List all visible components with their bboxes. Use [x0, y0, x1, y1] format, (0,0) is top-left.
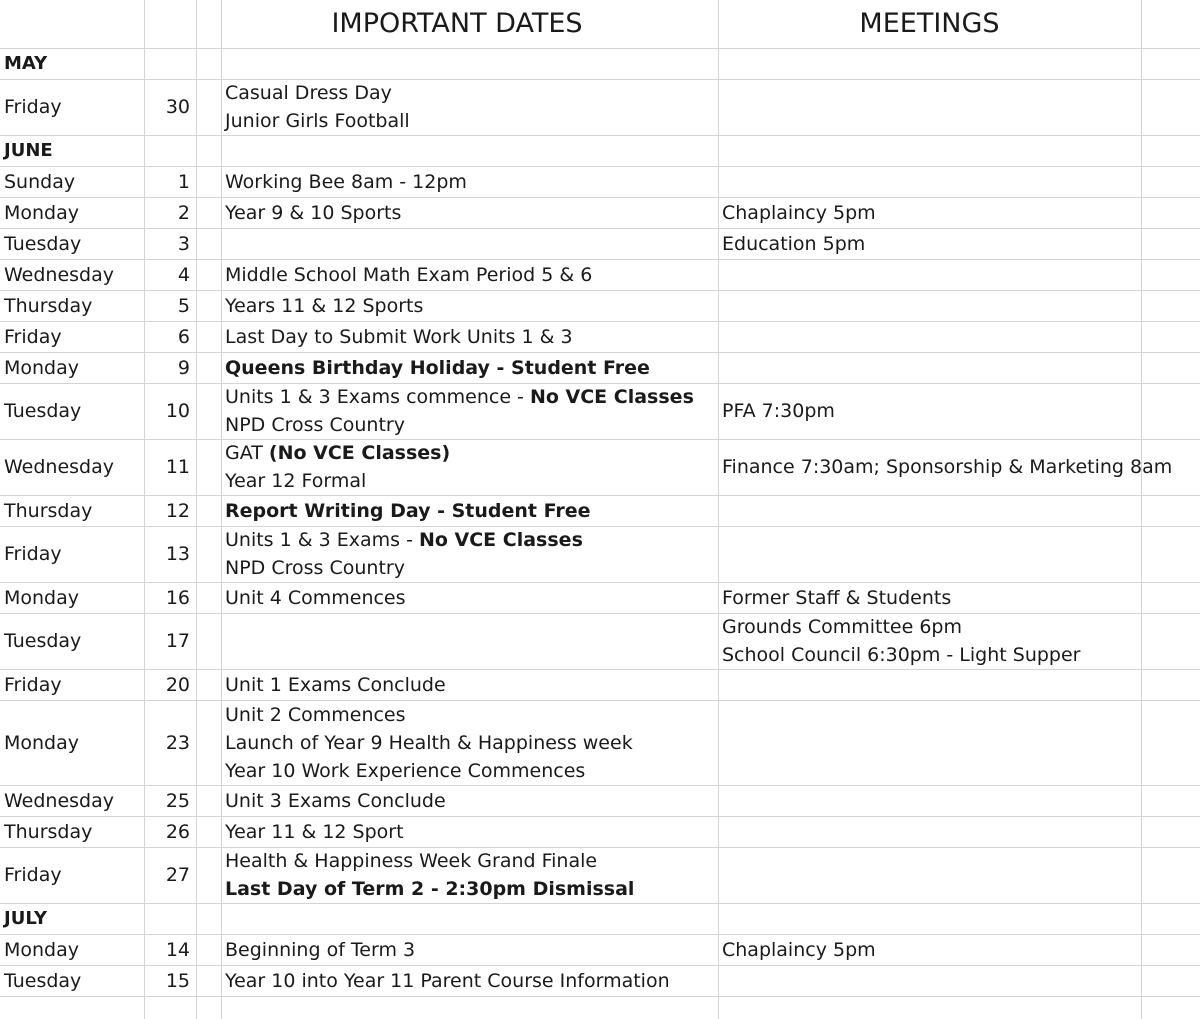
event-cell	[221, 582, 718, 613]
event-cell	[221, 613, 718, 669]
meeting-line: School Council 6:30pm - Light Supper	[722, 644, 1081, 666]
meeting-cell	[718, 352, 1200, 383]
day-name: Tuesday	[4, 630, 82, 652]
grid-row-line	[0, 996, 1200, 997]
grid-column-line	[196, 0, 197, 1019]
event-cell	[221, 259, 718, 290]
event-text: Year 11 & 12 Sport	[225, 820, 404, 843]
event-cell	[221, 439, 718, 495]
event-cell	[221, 816, 718, 847]
event-line	[225, 199, 401, 227]
event-line	[225, 292, 423, 320]
event-line	[225, 818, 404, 846]
event-line	[225, 439, 450, 467]
event-line	[225, 323, 573, 351]
event-line	[225, 107, 410, 135]
event-line	[225, 584, 406, 612]
event-text: Year 12 Formal	[225, 470, 367, 492]
event-cell	[221, 965, 718, 996]
event-text: Year 10 into Year 11 Parent Course Information	[225, 969, 670, 992]
meeting-line: Grounds Committee 6pm	[722, 616, 962, 638]
event-cell	[221, 197, 718, 228]
meeting-line: PFA 7:30pm	[722, 400, 835, 422]
meeting-cell	[718, 526, 1200, 582]
event-cell	[221, 785, 718, 816]
event-line	[225, 729, 633, 757]
event-text: Launch of Year 9 Health & Happiness week	[225, 731, 633, 754]
meeting-cell	[718, 383, 1200, 439]
event-text: Units 1 & 3 Exams -	[225, 529, 419, 551]
month-label: JUNE	[4, 139, 53, 161]
meeting-line: Chaplaincy 5pm	[722, 201, 876, 224]
event-line	[225, 261, 592, 289]
event-line	[225, 787, 446, 815]
event-cell	[221, 321, 718, 352]
event-text: Unit 2 Commences	[225, 703, 406, 726]
day-name: Friday	[4, 673, 62, 696]
event-cell	[221, 79, 718, 135]
event-line	[225, 411, 405, 439]
event-text: Unit 3 Exams Conclude	[225, 789, 446, 812]
event-text: NPD Cross Country	[225, 557, 405, 579]
event-cell	[221, 700, 718, 785]
date-number: 2	[177, 201, 190, 224]
meeting-cell	[718, 847, 1200, 903]
meetings-header: MEETINGS	[859, 8, 1000, 39]
event-text: Queens Birthday Holiday - Student Free	[225, 356, 650, 379]
day-name: Monday	[4, 356, 80, 379]
day-name: Tuesday	[4, 232, 82, 255]
date-number: 30	[165, 96, 190, 118]
event-line	[225, 526, 583, 554]
event-text: Middle School Math Exam Period 5 & 6	[225, 263, 593, 286]
event-cell	[221, 290, 718, 321]
day-name: Monday	[4, 731, 80, 754]
event-text: Year 9 & 10 Sports	[225, 201, 402, 224]
meeting-cell	[718, 934, 1200, 965]
event-line	[225, 936, 415, 964]
day-name: Thursday	[4, 294, 93, 317]
day-name: Thursday	[4, 499, 93, 522]
day-name: Wednesday	[4, 263, 115, 286]
day-name: Tuesday	[4, 969, 82, 992]
date-number: 20	[165, 673, 190, 696]
day-name: Friday	[4, 96, 62, 118]
meeting-cell	[718, 321, 1200, 352]
day-name: Wednesday	[4, 789, 115, 812]
important-dates-header: IMPORTANT DATES	[331, 8, 583, 39]
event-text: No VCE Classes	[418, 529, 583, 551]
event-text: Working Bee 8am - 12pm	[225, 170, 467, 193]
date-number: 4	[177, 263, 190, 286]
day-name: Wednesday	[4, 456, 115, 478]
event-text: Casual Dress Day	[225, 82, 392, 104]
date-number: 1	[177, 170, 190, 193]
event-text: Health & Happiness Week Grand Finale	[225, 850, 598, 872]
event-text: Beginning of Term 3	[225, 938, 416, 961]
event-line	[225, 383, 694, 411]
date-number: 9	[177, 356, 190, 379]
meeting-cell	[718, 79, 1200, 135]
event-text: Last Day to Submit Work Units 1 & 3	[225, 325, 573, 348]
month-label: MAY	[4, 52, 48, 74]
event-cell	[221, 526, 718, 582]
meeting-cell	[718, 785, 1200, 816]
event-line	[225, 671, 446, 699]
date-number: 11	[165, 456, 190, 478]
event-text: Unit 4 Commences	[225, 586, 406, 609]
meeting-cell	[718, 613, 1200, 669]
event-text: Junior Girls Football	[225, 110, 410, 132]
date-number: 5	[177, 294, 190, 317]
event-cell	[221, 228, 718, 259]
date-number: 6	[177, 325, 190, 348]
event-text: Unit 1 Exams Conclude	[225, 673, 446, 696]
date-number: 26	[165, 820, 190, 843]
date-number: 3	[177, 232, 190, 255]
event-cell	[221, 847, 718, 903]
meeting-cell	[718, 166, 1200, 197]
event-line	[225, 847, 597, 875]
meeting-cell	[718, 439, 1200, 495]
meeting-line: Chaplaincy 5pm	[722, 938, 876, 961]
event-line	[225, 757, 585, 785]
meeting-cell	[718, 700, 1200, 785]
event-line	[225, 554, 405, 582]
event-cell	[221, 383, 718, 439]
meeting-cell	[718, 582, 1200, 613]
day-name: Monday	[4, 586, 80, 609]
date-number: 14	[165, 938, 190, 961]
meeting-cell	[718, 669, 1200, 700]
date-number: 25	[165, 789, 190, 812]
event-line	[225, 168, 467, 196]
event-line	[225, 875, 634, 903]
event-cell	[221, 495, 718, 526]
meeting-line: Education 5pm	[722, 232, 866, 255]
event-text: Years 11 & 12 Sports	[225, 294, 424, 317]
meeting-cell	[718, 965, 1200, 996]
day-name: Monday	[4, 938, 80, 961]
event-text: (No VCE Classes)	[268, 442, 451, 464]
grid-row-line	[0, 903, 1200, 904]
date-number: 27	[165, 864, 190, 886]
meeting-cell	[718, 259, 1200, 290]
event-line	[225, 967, 670, 995]
meeting-cell	[718, 816, 1200, 847]
meeting-cell	[718, 228, 1200, 259]
day-name: Monday	[4, 201, 80, 224]
month-label: JULY	[4, 907, 48, 929]
event-line	[225, 79, 392, 107]
day-name: Friday	[4, 325, 62, 348]
grid-row-line	[0, 135, 1200, 136]
event-line	[225, 467, 366, 495]
event-text: Units 1 & 3 Exams commence -	[225, 386, 530, 408]
event-line	[225, 354, 650, 382]
day-name: Thursday	[4, 820, 93, 843]
event-text: Year 10 Work Experience Commences	[225, 759, 586, 782]
date-number: 12	[165, 499, 190, 522]
event-text: GAT	[225, 442, 269, 464]
event-cell	[221, 352, 718, 383]
event-cell	[221, 669, 718, 700]
meeting-cell	[718, 495, 1200, 526]
meeting-line: Finance 7:30am; Sponsorship & Marketing 8am	[722, 456, 1173, 478]
event-text: NPD Cross Country	[225, 414, 405, 436]
meeting-cell	[718, 290, 1200, 321]
date-number: 16	[165, 586, 190, 609]
meeting-line: Former Staff & Students	[722, 586, 952, 609]
event-cell	[221, 934, 718, 965]
date-number: 13	[165, 543, 190, 565]
date-number: 10	[165, 400, 190, 422]
day-name: Sunday	[4, 170, 76, 193]
day-name: Friday	[4, 864, 62, 886]
event-text: No VCE Classes	[529, 386, 694, 408]
grid-row-line	[0, 48, 1200, 49]
date-number: 15	[165, 969, 190, 992]
date-number: 23	[165, 731, 190, 754]
event-line	[225, 497, 591, 525]
day-name: Friday	[4, 543, 62, 565]
meeting-cell	[718, 197, 1200, 228]
day-name: Tuesday	[4, 400, 82, 422]
event-text: Report Writing Day - Student Free	[225, 499, 591, 522]
event-cell	[221, 166, 718, 197]
event-text: Last Day of Term 2 - 2:30pm Dismissal	[225, 878, 635, 900]
event-line	[225, 701, 406, 729]
date-number: 17	[165, 630, 190, 652]
